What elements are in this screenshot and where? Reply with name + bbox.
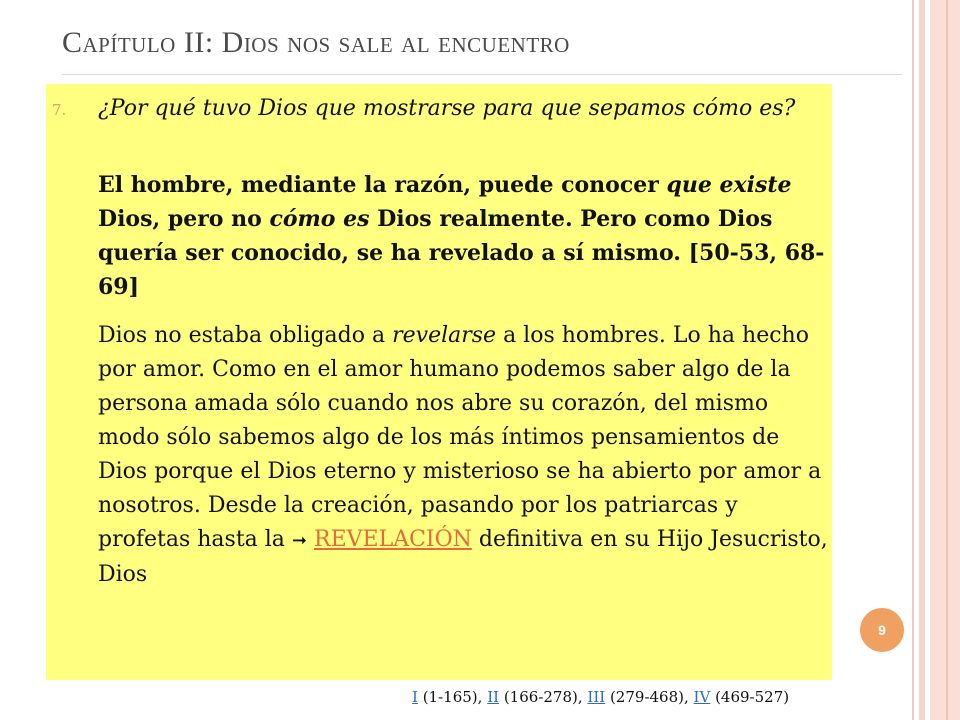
decor-stripe (912, 0, 914, 720)
title-divider (62, 74, 902, 75)
part-link-iii[interactable]: III (587, 688, 606, 706)
question-text: ¿Por qué tuvo Dios que mostrarse para que sepamos cómo es? (98, 96, 796, 121)
page-number-badge: 9 (860, 608, 904, 652)
body-part: Dios no estaba obligado a (98, 323, 393, 348)
decor-stripe (930, 0, 960, 720)
part-range: (469-527) (710, 688, 790, 706)
part-range: (279-468), (605, 688, 694, 706)
answer-text (98, 168, 828, 304)
answer-part: El hombre, mediante la razón, puede conocer (98, 172, 667, 198)
part-link-ii[interactable]: II (487, 688, 500, 706)
part-range: (1-165), (417, 688, 488, 706)
part-range: (166-278), (499, 688, 588, 706)
question-number: 7. (52, 101, 67, 119)
revelacion-link[interactable]: REVELACIÓN (314, 527, 472, 552)
part-link-i[interactable]: I (412, 688, 418, 706)
body-part: a los hombres. Lo ha hecho por amor. Como en el amor humano podemos saber algo de la persona amada sólo cuando nos abre su corazón, del mismo modo sólo sabemos algo de los más íntimos pensamientos de Dios porque el Dios eterno y misterioso se ha abierto por amor a nosotros. Desde la creación, pasando por los patriarcas y profetas hasta la (98, 323, 822, 552)
answer-emphasis: cómo es (269, 206, 370, 232)
decor-stripe (919, 0, 925, 720)
part-link-iv[interactable]: IV (693, 688, 711, 706)
body-part: definitiva en su Hijo Jesucristo, Dios (98, 527, 828, 587)
arrow-right-icon: ➞ (291, 530, 308, 551)
slide-title: Capítulo II: Dios nos sale al encuentro (62, 26, 570, 59)
explanation-text (98, 319, 828, 592)
decor-stripe (946, 0, 948, 720)
footer-part-links (412, 688, 789, 706)
body-emphasis: revelarse (392, 323, 497, 348)
answer-part: Dios realmente. Pero como Dios quería ser conocido, se ha revelado a sí mismo. [50-53, 68-69] (98, 206, 825, 300)
answer-part: Dios, pero no (98, 206, 270, 232)
answer-emphasis: que existe (666, 172, 792, 198)
